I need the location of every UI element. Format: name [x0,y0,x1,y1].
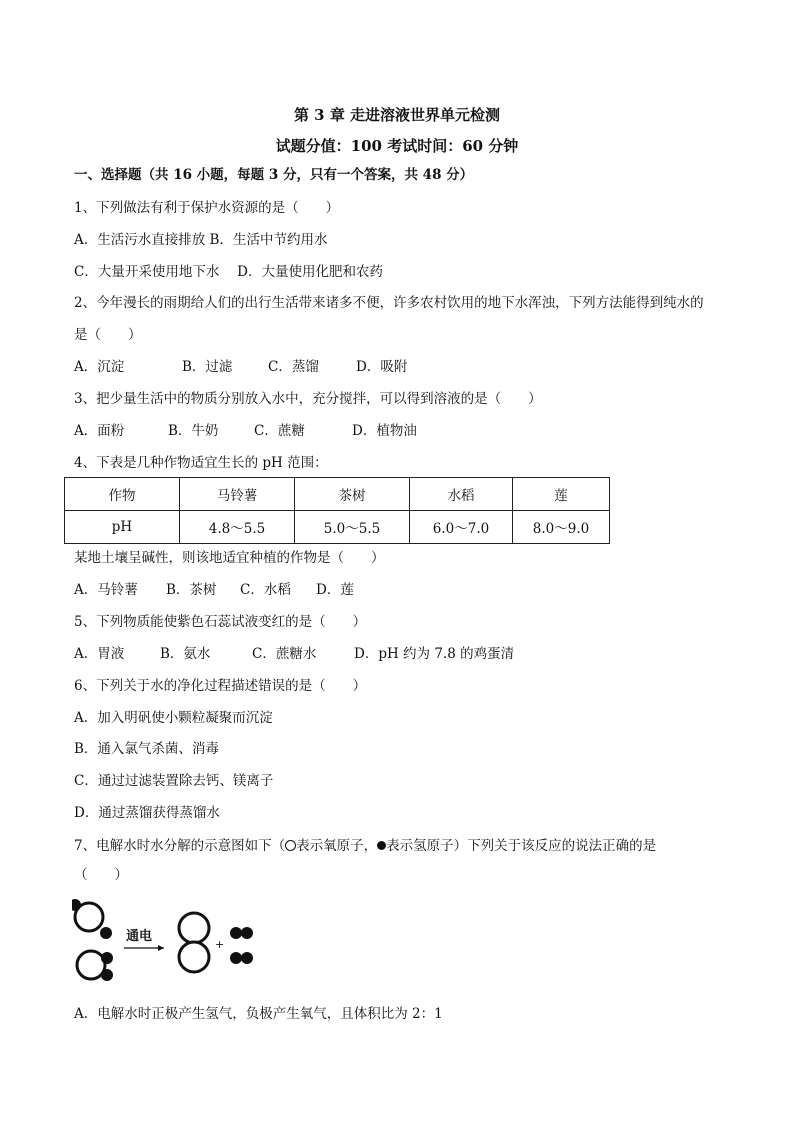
question-7-option-a: A．电解水时正极产生氢气，负极产生氧气，且体积比为 2：1 [74,1006,443,1022]
option-b: B．牛奶 [168,423,219,439]
hydrogen-atom-icon [377,841,386,850]
table-header-row [65,478,610,511]
table-cell: 马铃薯 [180,478,295,511]
option-b: B．茶树 [166,582,217,598]
option-a: A．马铃薯 [74,582,138,598]
question-6-stem: 6、下列关于水的净化过程描述错误的是（ ） [74,678,367,694]
oxygen-atom-icon [285,840,296,851]
question-6-option-c: C．通过过滤装置除去钙、镁离子 [74,773,274,789]
question-7-stem-part: 7、电解水时水分解的示意图如下（ [74,838,286,854]
hydrogen-molecule-icon [230,952,253,964]
question-5-options [74,645,514,663]
question-4-stem: 4、下表是几种作物适宜生长的 pH 范围： [74,455,328,471]
option-d: D．吸附 [356,359,408,375]
water-molecule-icon [77,951,113,981]
table-cell: 5.0～5.5 [295,511,410,544]
question-6-option-b: B．通入氯气杀菌、消毒 [74,741,219,757]
table-cell: 作物 [65,478,180,511]
question-4-follow: 某地土壤呈碱性，则该地适宜种植的作物是（ ） [74,550,385,566]
plus-icon: + [215,938,225,951]
table-cell: 水稻 [410,478,513,511]
option-d: D．莲 [316,582,354,598]
water-molecule-icon [72,899,112,939]
question-7-stem-part: 表示氢原子）下列关于该反应的说法正确的是 [386,838,657,854]
option-b: B．氨水 [160,646,211,662]
section-heading: 一、选择题（共 16 小题，每题 3 分，只有一个答案，共 48 分） [74,167,474,183]
question-7-stem-part: 表示氧原子， [296,838,378,854]
page-title: 第 3 章 走进溶液世界单元检测 [293,106,501,124]
question-2-stem-cont: 是（ ） [74,327,142,343]
option-a: A．胃液 [74,646,125,662]
option-c: C．蒸馏 [268,359,319,375]
option-c: C．蔗糖 [254,423,305,439]
question-6-option-d: D．通过蒸馏获得蒸馏水 [74,805,220,821]
table-cell: 莲 [513,478,610,511]
question-7-stem [74,837,656,855]
option-b: B．过滤 [182,359,233,375]
option-c: C．水稻 [240,582,291,598]
page-subtitle: 试题分值：100 考试时间：60 分钟 [275,137,519,155]
question-1-stem: 1、下列做法有利于保护水资源的是（ ） [74,200,340,216]
question-4-options [74,581,354,599]
option-c: C．蔗糖水 [252,646,317,662]
table-cell: 茶树 [295,478,410,511]
hydrogen-molecule-icon [230,927,253,939]
option-a: A．沉淀 [74,359,125,375]
question-3-stem: 3、把少量生活中的物质分别放入水中，充分搅拌，可以得到溶液的是（ ） [74,391,542,407]
question-2-stem: 2、今年漫长的雨期给人们的出行生活带来诸多不便，许多农村饮用的地下水浑浊，下列方法能得到纯水的 [74,295,704,311]
arrow-label: 通电 [126,929,153,944]
option-d: D．植物油 [352,423,417,439]
table-cell: pH [65,511,180,544]
question-5-stem: 5、下列物质能使紫色石蕊试液变红的是（ ） [74,614,367,630]
question-7-stem-cont: （ ） [74,867,128,883]
question-1-options-row2: C．大量开采使用地下水 D．大量使用化肥和农药 [74,264,383,280]
option-a: A．面粉 [74,423,125,439]
question-3-options [74,422,417,440]
electrolysis-diagram [72,896,272,982]
question-1-options-row1: A．生活污水直接排放 B．生活中节约用水 [74,232,328,248]
table-cell: 6.0～7.0 [410,511,513,544]
table-cell: 4.8～5.5 [180,511,295,544]
table-row [65,511,610,544]
ph-range-table [64,477,610,544]
arrow-head-icon [158,945,164,951]
table-cell: 8.0～9.0 [513,511,610,544]
option-d: D．pH 约为 7.8 的鸡蛋清 [354,646,515,662]
oxygen-molecule-icon [179,913,209,972]
question-6-option-a: A．加入明矾使小颗粒凝聚而沉淀 [74,710,273,726]
question-2-options [74,358,407,376]
